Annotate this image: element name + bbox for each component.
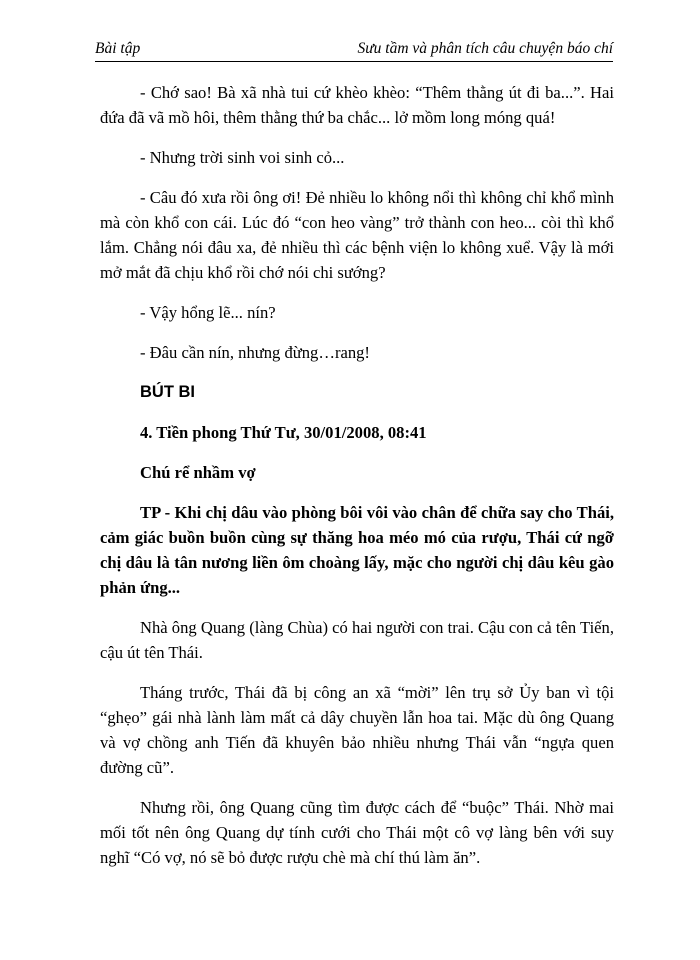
article-lead: TP - Khi chị dâu vào phòng bôi vôi vào chân để chữa say cho Thái, cảm giác buồn buồn cùng sự thăng hoa méo mó của rượu, Thái cứ ngỡ chị dâu là tân nương liền ôm choàng lấy, mặc cho người chị dâu kêu gào phản ứng... (100, 503, 614, 597)
article-paragraph: Nhà ông Quang (làng Chùa) có hai người con trai. Cậu con cả tên Tiến, cậu út tên Thái. (100, 618, 614, 662)
dialogue-paragraph: - Chớ sao! Bà xã nhà tui cứ khèo khèo: “Thêm thằng út đi ba...”. Hai đứa đã vã mồ hôi, thêm thằng thứ ba chắc... lở mồm long móng quá! (100, 83, 614, 127)
article-source: 4. Tiền phong Thứ Tư, 30/01/2008, 08:41 (140, 423, 427, 442)
header-left: Bài tập (95, 40, 141, 57)
dialogue-paragraph: - Đâu cần nín, nhưng đừng…rang! (140, 343, 370, 362)
dialogue-paragraph: - Nhưng trời sinh voi sinh cỏ... (140, 148, 345, 167)
dialogue-paragraph: - Vậy hổng lẽ... nín? (140, 303, 276, 322)
article-paragraph: Nhưng rồi, ông Quang cũng tìm được cách để “buộc” Thái. Nhờ mai mối tốt nên ông Quang dự tính cưới cho Thái một cô vợ làng bên với suy nghĩ “Có vợ, nó sẽ bỏ được rượu chè mà chí thú làm ăn”. (100, 798, 614, 867)
article-title: Chú rể nhầm vợ (140, 463, 256, 482)
page-content (100, 80, 614, 870)
page-header (95, 40, 613, 62)
header-right: Sưu tầm và phân tích câu chuyện báo chí (357, 40, 613, 57)
article-paragraph: Tháng trước, Thái đã bị công an xã “mời” lên trụ sở Ủy ban vì tội “ghẹo” gái nhà lành làm mất cả dây chuyền lẫn hoa tai. Mặc dù ông Quang và vợ chồng anh Tiến đã khuyên bảo nhiều nhưng Thái vẫn “ngựa quen đường cũ”. (100, 683, 614, 777)
dialogue-paragraph: - Câu đó xưa rồi ông ơi! Đẻ nhiều lo không nổi thì không chỉ khổ mình mà còn khổ con cái. Lúc đó “con heo vàng” trở thành con heo... còi thì khổ lắm. Chẳng nói đâu xa, đẻ nhiều thì các bệnh viện lo không xuể. Vậy là mới mở mắt đã chịu khổ rồi chớ nói chi sướng? (100, 188, 614, 282)
author-signature: BÚT BI (140, 383, 195, 401)
